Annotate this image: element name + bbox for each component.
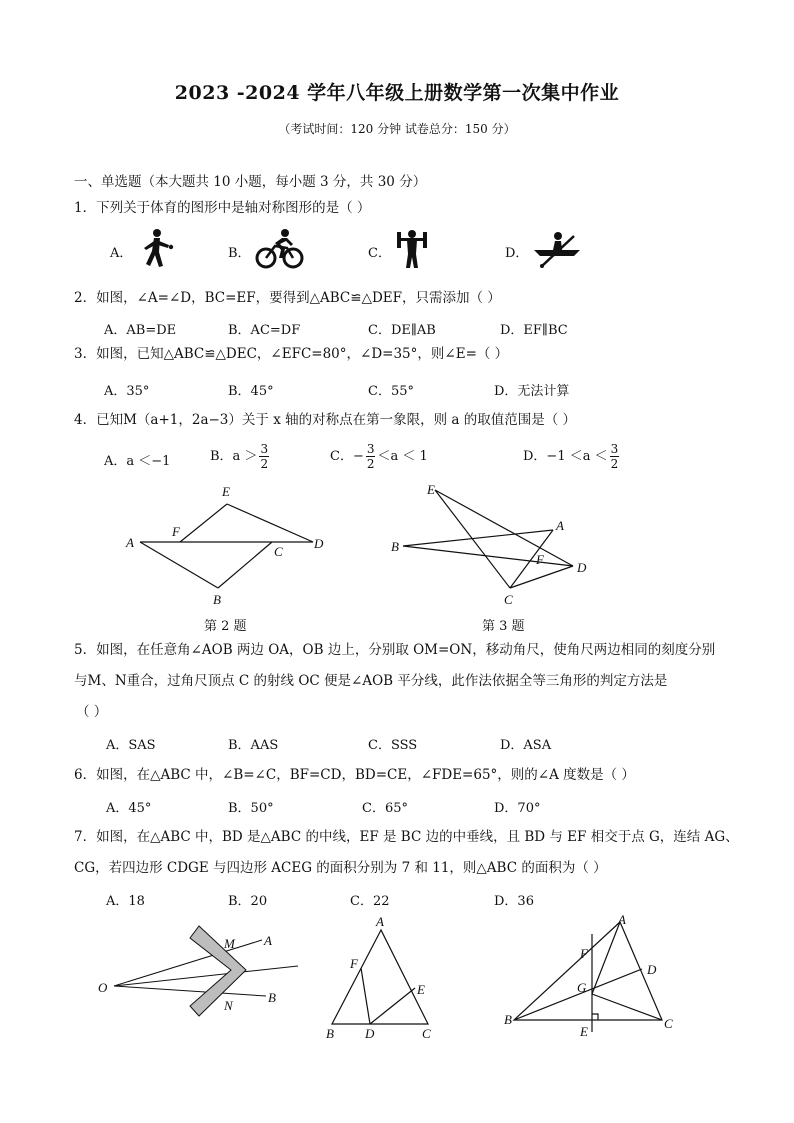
ping-pong-player-icon <box>138 228 178 270</box>
fig5-label-o: O <box>98 980 108 995</box>
fig2-label-c: C <box>274 544 283 559</box>
q7-option-c: C．22 <box>350 894 390 909</box>
q2-option-c: C．DE∥AB <box>368 323 436 338</box>
q6-option-b: B．50° <box>228 801 274 816</box>
fig6-label-b: B <box>326 1026 334 1041</box>
question-7-line-2: CG，若四边形 CDGE 与四边形 ACEG 的面积分别为 7 和 11，则△ABC 的面积为（ ） <box>74 860 607 876</box>
q2-option-a: A．AB=DE <box>104 323 177 338</box>
fig2-label-d: D <box>314 536 324 551</box>
question-2-stem: 2．如图，∠A=∠D，BC=EF，要得到△ABC≌△DEF，只需添加（ ） <box>74 290 501 306</box>
fig3-label-f: F <box>536 552 544 567</box>
rowing-icon <box>528 230 584 268</box>
q5-option-b: B．AAS <box>228 738 279 753</box>
fig3-label-b: B <box>391 539 399 554</box>
exam-info: （考试时间：120 分钟 试卷总分：150 分） <box>278 122 516 136</box>
question-7-line-1: 7．如图，在△ABC 中，BD 是△ABC 的中线，EF 是 BC 边的中垂线，且 BD 与 EF 相交于点 G，连结 AG、 <box>74 829 739 845</box>
fig2-label-e: E <box>222 484 230 499</box>
q1-option-d: D． <box>505 246 529 261</box>
q1-option-c: C． <box>368 246 391 261</box>
fig7-label-d: D <box>647 962 657 977</box>
q3-option-a: A．35° <box>104 384 150 399</box>
q1-option-b: B． <box>228 246 251 261</box>
q5-option-d: D．ASA <box>500 738 552 753</box>
figure-q6 <box>318 912 448 1042</box>
fig3-caption: 第 3 题 <box>482 619 525 634</box>
q4-option-a: A．a ＜−1 <box>104 454 171 469</box>
q5-option-c: C．SSS <box>368 738 418 753</box>
question-3-stem: 3．如图，已知△ABC≌△DEC，∠EFC=80°，∠D=35°，则∠E=（ ） <box>74 346 509 362</box>
q1-option-a: A． <box>110 246 133 261</box>
fig5-label-a: A <box>264 933 272 948</box>
fig2-label-f: F <box>172 524 180 539</box>
question-1-stem: 1．下列关于体育的图形中是轴对称图形的是（ ） <box>74 200 371 216</box>
q5-option-a: A．SAS <box>106 738 156 753</box>
question-6-stem: 6．如图，在△ABC 中，∠B=∠C，BF=CD，BD=CE，∠FDE=65°，则的∠A 度数是（ ） <box>74 767 635 783</box>
q4-option-b: B．a ＞ $\frac{3}{2}$ <box>210 442 269 471</box>
fig3-label-c: C <box>504 592 513 607</box>
figure-q2 <box>120 478 340 610</box>
q7-option-d: D．36 <box>494 894 534 909</box>
q6-option-c: C．65° <box>362 801 408 816</box>
q3-option-d: D．无法计算 <box>494 384 570 399</box>
cyclist-icon <box>255 228 305 270</box>
fig6-label-f: F <box>350 956 358 971</box>
fig6-label-d: D <box>365 1026 375 1041</box>
fig2-caption: 第 2 题 <box>204 619 247 634</box>
q7-option-b: B．20 <box>228 894 268 909</box>
fig7-label-f: F <box>580 946 588 961</box>
question-4-stem: 4．已知M（a+1，2a−3）关于 x 轴的对称点在第一象限，则 a 的取值范围是（ ） <box>74 412 577 428</box>
weightlifter-icon <box>395 228 429 270</box>
fig6-label-a: A <box>376 914 384 929</box>
q4-option-d: D．−1 ＜a ＜ $\frac{3}{2}$ <box>523 442 619 471</box>
fig7-label-c: C <box>664 1016 673 1031</box>
fig6-label-e: E <box>417 982 425 997</box>
fig7-label-a: A <box>618 912 626 927</box>
q7-option-a: A．18 <box>106 894 145 909</box>
figure-q3 <box>385 478 605 610</box>
q6-option-d: D．70° <box>494 801 541 816</box>
fig7-label-e: E <box>580 1024 588 1039</box>
fig6-label-c: C <box>422 1026 431 1041</box>
fig3-label-d: D <box>577 560 587 575</box>
q6-option-a: A．45° <box>106 801 152 816</box>
fig3-label-e: E <box>427 482 435 497</box>
q3-option-c: C．55° <box>368 384 414 399</box>
fig5-label-n: N <box>224 998 233 1013</box>
q2-option-d: D．EF∥BC <box>500 323 568 338</box>
fig3-label-a: A <box>556 518 564 533</box>
q3-option-b: B．45° <box>228 384 274 399</box>
figure-q5 <box>94 918 310 1038</box>
question-5-line-1: 5．如图，在任意角∠AOB 两边 OA，OB 边上，分别取 OM=ON，移动角尺，使角尺两边相同的刻度分别 <box>74 642 716 658</box>
q2-option-b: B．AC=DF <box>228 323 301 338</box>
question-5-line-3: （ ） <box>76 704 108 720</box>
section-heading: 一、单选题（本大题共 10 小题，每小题 3 分，共 30 分） <box>74 174 427 190</box>
page-title: 2023 -2024 学年八年级上册数学第一次集中作业 <box>174 82 620 104</box>
fig5-label-b: B <box>268 990 276 1005</box>
fig2-label-a: A <box>126 535 134 550</box>
q4-option-c: C．− $\frac{3}{2}$ ＜a ＜ 1 <box>330 442 428 471</box>
fig5-label-m: M <box>224 936 235 951</box>
fig7-label-b: B <box>504 1012 512 1027</box>
figure-q7 <box>500 912 690 1042</box>
fig7-label-g: G <box>577 980 587 995</box>
fig2-label-b: B <box>213 592 221 607</box>
question-5-line-2: 与M、N重合，过角尺顶点 C 的射线 OC 便是∠AOB 平分线，此作法依据全等三角形的判定方法是 <box>74 673 668 689</box>
